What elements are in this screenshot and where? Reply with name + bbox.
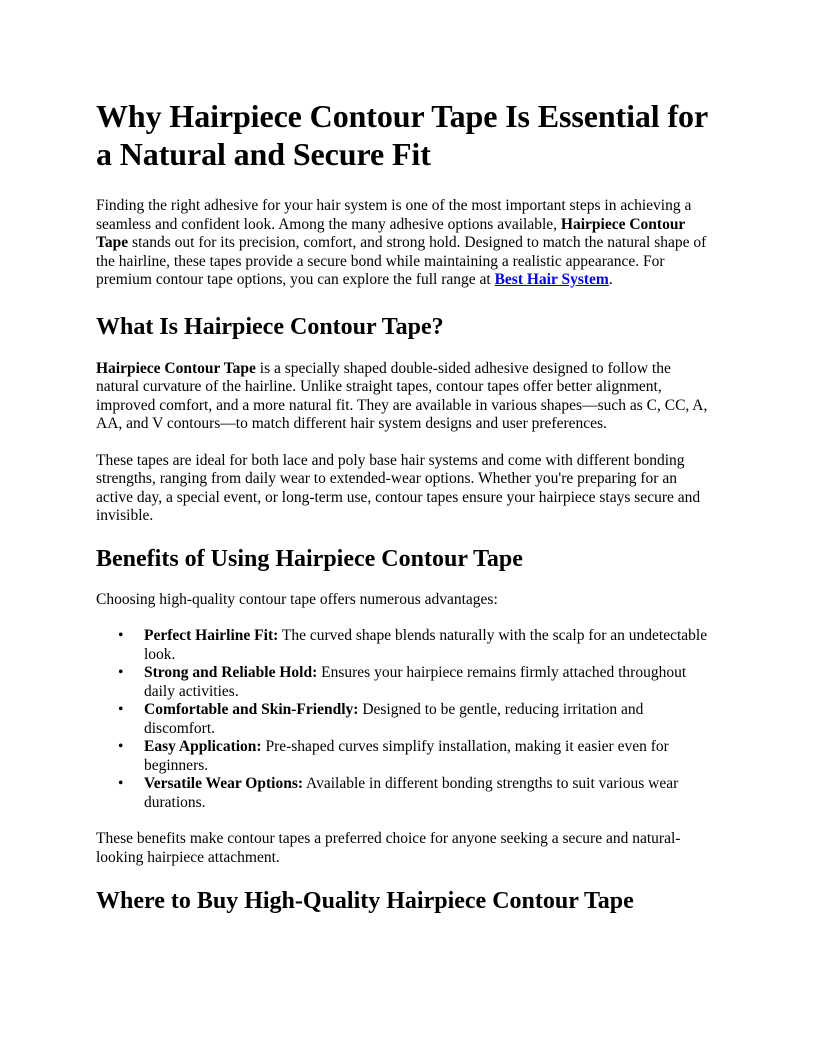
document-page <box>96 97 716 915</box>
section-heading-benefits: Benefits of Using Hairpiece Contour Tape <box>96 545 523 572</box>
benefit-label: Perfect Hairline Fit: <box>144 627 279 644</box>
intro-text-3: . <box>608 271 613 288</box>
benefit-list-item <box>96 701 716 738</box>
benefit-text: The curved shape blends naturally with the scalp for an undetectable look. <box>144 627 708 663</box>
benefit-list-item <box>96 664 716 701</box>
intro-text-2: stands out for its precision, comfort, and strong hold. Designed to match the natural shape of the hairline, these tapes provide a secure bond while maintaining a realistic appearance. For premium contour tape options, you can explore the full range at <box>96 234 707 288</box>
benefits-intro: Choosing high-quality contour tape offers numerous advantages: <box>96 590 498 608</box>
intro-paragraph <box>96 197 716 290</box>
benefit-list-item <box>96 738 716 775</box>
section-heading-what-is: What Is Hairpiece Contour Tape? <box>96 313 444 340</box>
what-is-bold-term: Hairpiece Contour Tape <box>96 359 256 377</box>
intro-bold-term: Hairpiece Contour Tape <box>96 215 686 251</box>
bullet-icon: • <box>118 664 124 681</box>
what-is-paragraph-2: These tapes are ideal for both lace and poly base hair systems and come with different bonding strengths, ranging from daily wear to extended-wear options. Whether you're preparing for an active day, a special event, or long-term use, contour tapes ensure your hairpiece stays secure and invisible. <box>96 451 701 524</box>
benefit-label: Comfortable and Skin-Friendly: <box>144 701 359 718</box>
intro-text-1: Finding the right adhesive for your hair system is one of the most important steps in achieving a seamless and confident look. Among the many adhesive options available, <box>96 197 692 233</box>
bullet-icon: • <box>118 627 124 644</box>
section-heading-where-to-buy: Where to Buy High-Quality Hairpiece Contour Tape <box>96 888 634 914</box>
benefit-text: Ensures your hairpiece remains firmly attached throughout daily activities. <box>144 664 687 700</box>
bullet-icon: • <box>118 775 124 792</box>
benefits-list <box>96 627 716 812</box>
benefit-label: Strong and Reliable Hold: <box>144 664 318 681</box>
bullet-icon: • <box>118 701 124 718</box>
benefit-list-item <box>96 775 716 812</box>
bullet-icon: • <box>118 738 124 755</box>
best-hair-system-link[interactable]: Best Hair System <box>494 271 609 288</box>
what-is-text: is a specially shaped double-sided adhesive designed to follow the natural curvature of the hairline. Unlike straight tapes, contour tapes offer better alignment, improved comfort, and a more natural fit. They are available in various shapes—such as C, CC, A, AA, and V contours—to match different hair system designs and user preferences. <box>96 359 708 432</box>
benefit-text: Pre-shaped curves simplify installation, making it easier even for beginners. <box>144 738 669 774</box>
benefit-list-item <box>96 627 716 664</box>
what-is-paragraph-1 <box>96 360 716 434</box>
benefit-label: Easy Application: <box>144 738 262 755</box>
benefit-text: Available in different bonding strengths to suit various wear durations. <box>144 775 679 811</box>
benefit-label: Versatile Wear Options: <box>144 775 304 792</box>
page-title: Why Hairpiece Contour Tape Is Essential for a Natural and Secure Fit <box>96 98 708 172</box>
benefits-closing: These benefits make contour tapes a preferred choice for anyone seeking a secure and natural-looking hairpiece attachment. <box>96 830 681 866</box>
benefit-text: Designed to be gentle, reducing irritation and discomfort. <box>144 701 644 737</box>
